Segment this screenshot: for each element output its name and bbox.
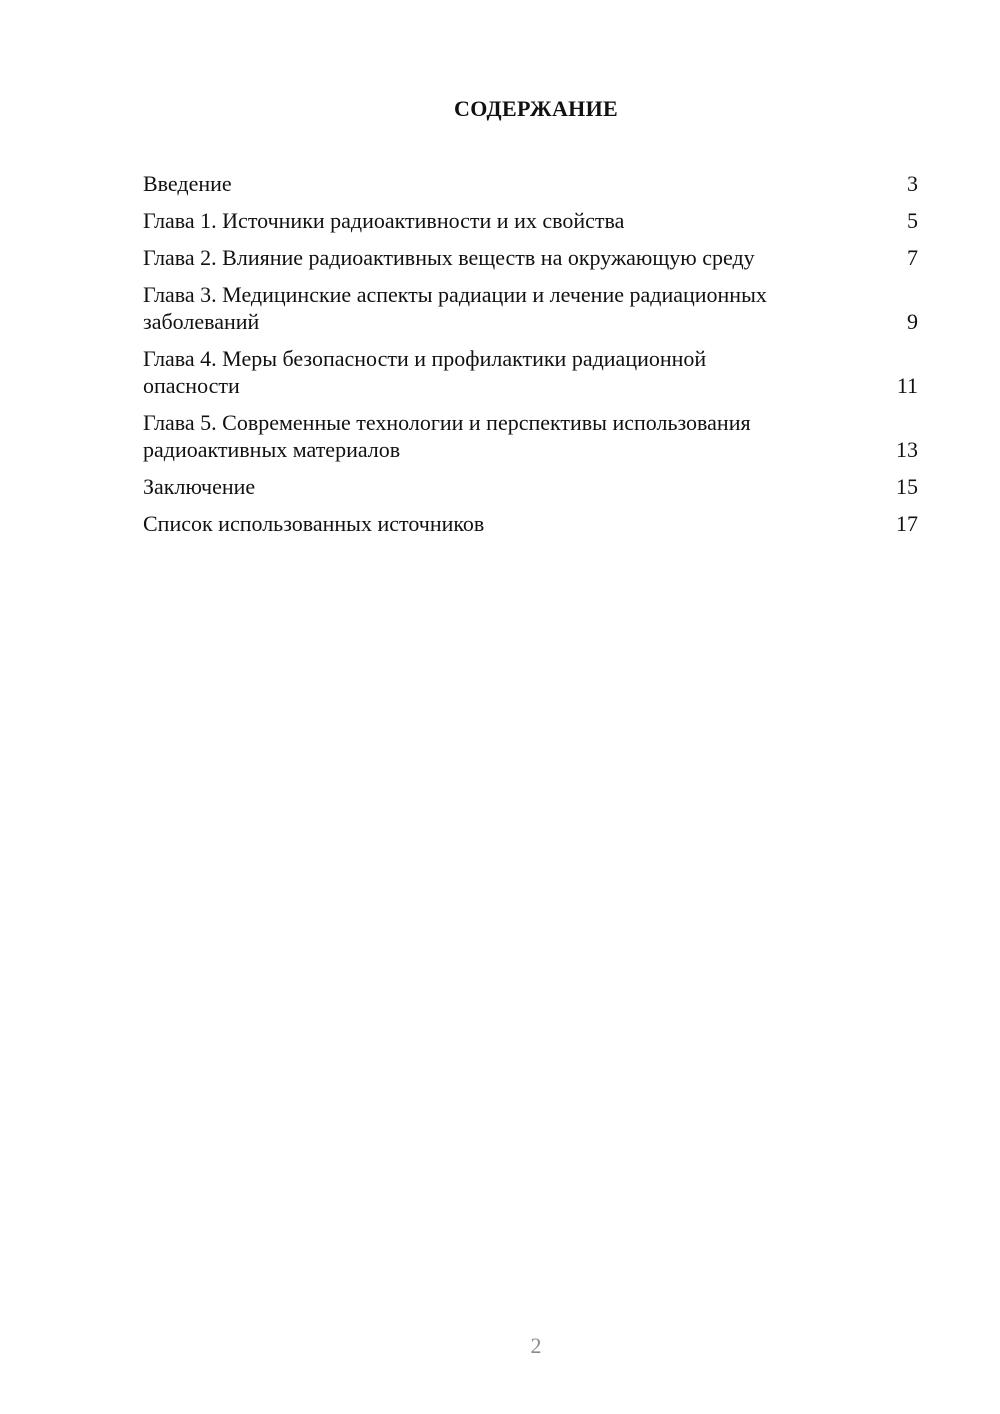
toc-entry-page: 3	[907, 171, 918, 196]
toc-entry-title: Глава 4. Меры безопасности и профилактики радиационной опасности	[143, 346, 707, 398]
toc-entry	[143, 473, 918, 500]
toc-entry-page: 11	[896, 373, 918, 398]
toc-entry-page: 5	[907, 208, 918, 233]
toc-entry-title: Глава 1. Источники радиоактивности и их свойства	[143, 208, 625, 233]
toc-entry	[143, 409, 918, 463]
toc-entry	[143, 170, 918, 197]
page-number: 2	[530, 1333, 542, 1358]
toc-entry-page: 13	[896, 437, 918, 462]
toc-entry-title: Введение	[143, 171, 232, 196]
toc-entry-page: 15	[896, 474, 918, 499]
toc-entry-title: Заключение	[143, 474, 256, 499]
toc-entry	[143, 345, 918, 399]
toc-entry-page: 7	[907, 245, 918, 270]
page-title: СОДЕРЖАНИЕ	[454, 96, 618, 121]
toc-entry-title: Список использованных источников	[143, 511, 485, 536]
toc-entry-page: 9	[907, 309, 918, 334]
toc-entry-title: Глава 3. Медицинские аспекты радиации и лечение радиационных заболеваний	[143, 282, 767, 334]
toc-entry	[143, 510, 918, 537]
table-of-contents	[143, 170, 918, 547]
toc-entry	[143, 207, 918, 234]
toc-entry-page: 17	[896, 511, 918, 536]
toc-entry	[143, 244, 918, 271]
toc-entry-title: Глава 5. Современные технологии и перспективы использования радиоактивных материалов	[143, 410, 751, 462]
toc-entry-title: Глава 2. Влияние радиоактивных веществ на окружающую среду	[143, 245, 755, 270]
toc-entry	[143, 281, 918, 335]
